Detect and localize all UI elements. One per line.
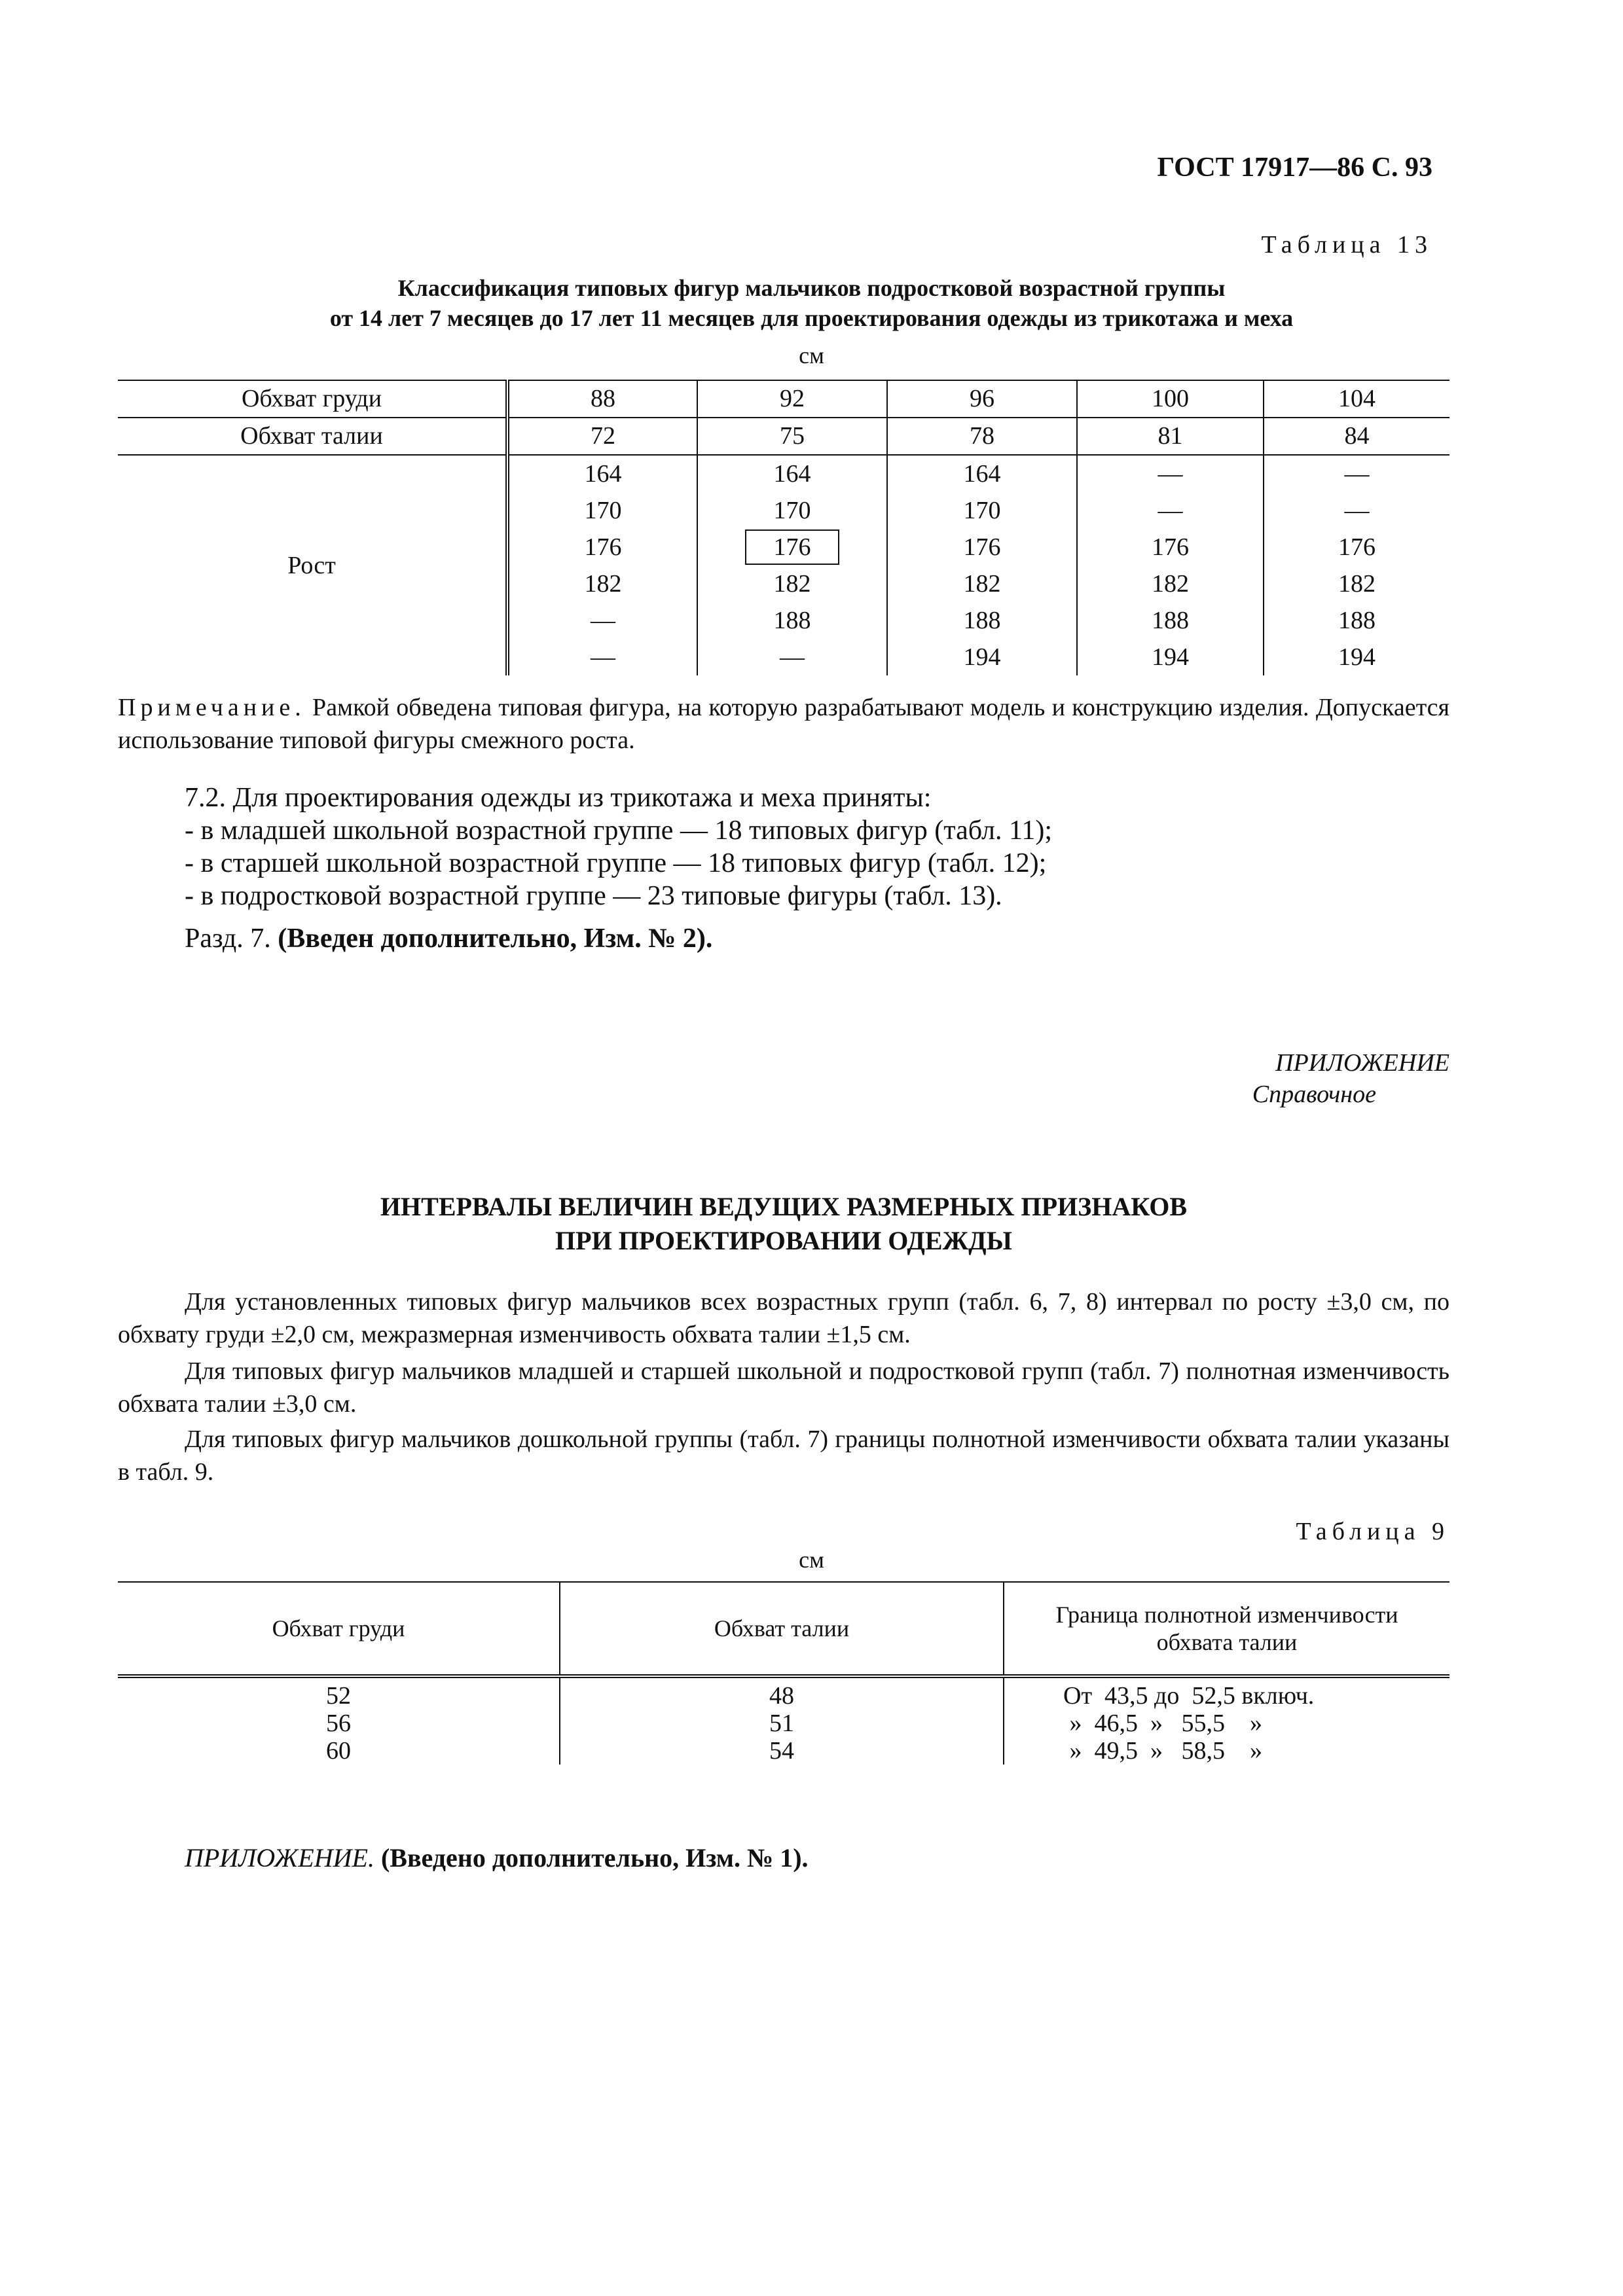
table-cell: —	[591, 643, 615, 671]
typical-figure-frame: 176	[745, 529, 839, 565]
table13-caption	[118, 273, 1505, 333]
table-cell: 182	[1077, 565, 1264, 602]
table-cell: 164	[887, 455, 1077, 492]
appendix-paragraph	[118, 1285, 1450, 1351]
heading-line2: ПРИ ПРОЕКТИРОВАНИИ ОДЕЖДЫ	[555, 1226, 1012, 1255]
table-cell: —	[591, 607, 615, 634]
table-cell: —	[1264, 492, 1450, 529]
table13-label: Таблица 13	[1261, 231, 1432, 259]
table13-caption-line2: от 14 лет 7 месяцев до 17 лет 11 месяцев для проектирования одежды из трикотажа и меха	[329, 305, 1294, 331]
table-cell: 182	[584, 570, 622, 598]
table-cell: 188	[697, 602, 887, 639]
row-label: Рост	[118, 455, 507, 675]
paragraph-text: Для типовых фигур мальчиков младшей и старшей школьной и подростковой групп (табл. 7) полнотная изменчивость обхвата талии ±3,0 см.	[118, 1357, 1450, 1418]
table-cell: 170	[584, 497, 622, 524]
note-text: Рамкой обведена типовая фигура, на которую разрабатывают модель и конструкцию изделия. Допускается использование типовой фигуры смежного роста.	[118, 694, 1450, 754]
row-label: Обхват талии	[118, 418, 507, 455]
amendment-note: (Введено дополнительно, Изм. № 1).	[374, 1843, 809, 1873]
table9-limits-cell	[1004, 1676, 1450, 1765]
table-cell: 48	[769, 1682, 794, 1710]
list-item: - в подростковой возрастной группе — 23 типовые фигуры (табл. 13).	[185, 881, 1002, 911]
table-cell: 188	[887, 602, 1077, 639]
table-cell: 182	[1264, 565, 1450, 602]
table-cell: 51	[769, 1710, 794, 1737]
section-7-2-intro: 7.2. Для проектирования одежды из трикотажа и меха приняты:	[185, 783, 932, 813]
table-cell: —	[1077, 455, 1264, 492]
row-label: Обхват груди	[118, 380, 507, 418]
table13-row-height	[118, 455, 1450, 492]
table-cell: 60	[326, 1737, 351, 1765]
appendix-paragraph	[118, 1423, 1450, 1488]
table-cell: 100	[1077, 380, 1264, 418]
table-cell-typical-figure	[697, 529, 887, 565]
table9-label: Таблица 9	[1296, 1518, 1450, 1545]
table-cell: » 46,5 » 55,5 »	[1063, 1710, 1262, 1737]
table13-unit: см	[799, 342, 824, 368]
table-cell: 164	[697, 455, 887, 492]
table-cell: 164	[584, 460, 622, 488]
table9-chest-cell	[118, 1676, 560, 1765]
table-cell: 194	[1264, 639, 1450, 675]
table-cell: 188	[1264, 602, 1450, 639]
amendment-prefix: Разд. 7.	[185, 924, 278, 954]
column-header: Граница полнотной изменчивости обхвата талии	[1004, 1582, 1450, 1676]
table9-unit: см	[799, 1547, 824, 1573]
table9-header	[118, 1582, 1450, 1676]
table-cell: 96	[887, 380, 1077, 418]
section7-amendment	[185, 923, 712, 954]
heading-line1: ИНТЕРВАЛЫ ВЕЛИЧИН ВЕДУЩИХ РАЗМЕРНЫХ ПРИЗНАКОВ	[380, 1192, 1188, 1221]
table13-row-waist	[118, 418, 1450, 455]
table13-caption-line1: Классификация типовых фигур мальчиков подростковой возрастной группы	[397, 275, 1226, 301]
appendix-heading	[118, 1190, 1450, 1258]
table-cell: 182	[697, 565, 887, 602]
table-cell: 104	[1264, 380, 1450, 418]
appendix-amendment	[185, 1842, 809, 1873]
table-cell: 170	[697, 492, 887, 529]
table-cell: » 49,5 » 58,5 »	[1063, 1737, 1262, 1765]
amendment-label: ПРИЛОЖЕНИЕ.	[185, 1843, 374, 1873]
table-cell: 84	[1264, 418, 1450, 455]
table-cell: 54	[769, 1737, 794, 1765]
table13-note	[118, 691, 1450, 757]
table-cell: 78	[887, 418, 1077, 455]
table-cell: 194	[1077, 639, 1264, 675]
table-cell: 56	[326, 1710, 351, 1737]
table9-waist-cell	[560, 1676, 1004, 1765]
table-cell: 52	[326, 1682, 351, 1710]
table-cell: 170	[887, 492, 1077, 529]
appendix-subtitle: Справочное	[1252, 1081, 1376, 1108]
paragraph-text: Для установленных типовых фигур мальчиков всех возрастных групп (табл. 6, 7, 8) интервал по росту ±3,0 см, по обхвату груди ±2,0 см, межразмерная изменчивость обхвата талии ±1,5 см.	[118, 1288, 1450, 1348]
table-cell: 176	[584, 533, 622, 561]
table-cell: 88	[507, 380, 697, 418]
page-header: ГОСТ 17917—86 С. 93	[1157, 152, 1432, 183]
table-cell: 176	[1077, 529, 1264, 565]
table-cell: —	[1264, 455, 1450, 492]
table13	[118, 380, 1450, 675]
list-item: - в младшей школьной возрастной группе — 18 типовых фигур (табл. 11);	[185, 816, 1053, 846]
table13-row-chest	[118, 380, 1450, 418]
column-header: Обхват груди	[118, 1582, 560, 1676]
table-cell: —	[1077, 492, 1264, 529]
paragraph-text: Для типовых фигур мальчиков дошкольной группы (табл. 7) границы полнотной изменчивости обхвата талии указаны в табл. 9.	[118, 1426, 1450, 1486]
table-cell: 176	[887, 529, 1077, 565]
table-cell: 81	[1077, 418, 1264, 455]
table-cell: —	[697, 639, 887, 675]
table-cell: 72	[507, 418, 697, 455]
table-cell: 188	[1077, 602, 1264, 639]
column-header: Обхват талии	[560, 1582, 1004, 1676]
table-cell: 75	[697, 418, 887, 455]
table-cell: 182	[887, 565, 1077, 602]
table9-body	[118, 1676, 1450, 1765]
note-prefix: Примечание.	[118, 694, 306, 721]
table-cell: 92	[697, 380, 887, 418]
table9	[118, 1581, 1450, 1765]
table-cell: От 43,5 до 52,5 включ.	[1063, 1682, 1315, 1710]
table-cell: 194	[887, 639, 1077, 675]
appendix-paragraph	[118, 1355, 1450, 1420]
appendix-title: ПРИЛОЖЕНИЕ	[1275, 1049, 1450, 1077]
list-item: - в старшей школьной возрастной группе — 18 типовых фигур (табл. 12);	[185, 848, 1047, 878]
table-cell: 176	[1264, 529, 1450, 565]
amendment-note: (Введен дополнительно, Изм. № 2).	[278, 924, 713, 954]
